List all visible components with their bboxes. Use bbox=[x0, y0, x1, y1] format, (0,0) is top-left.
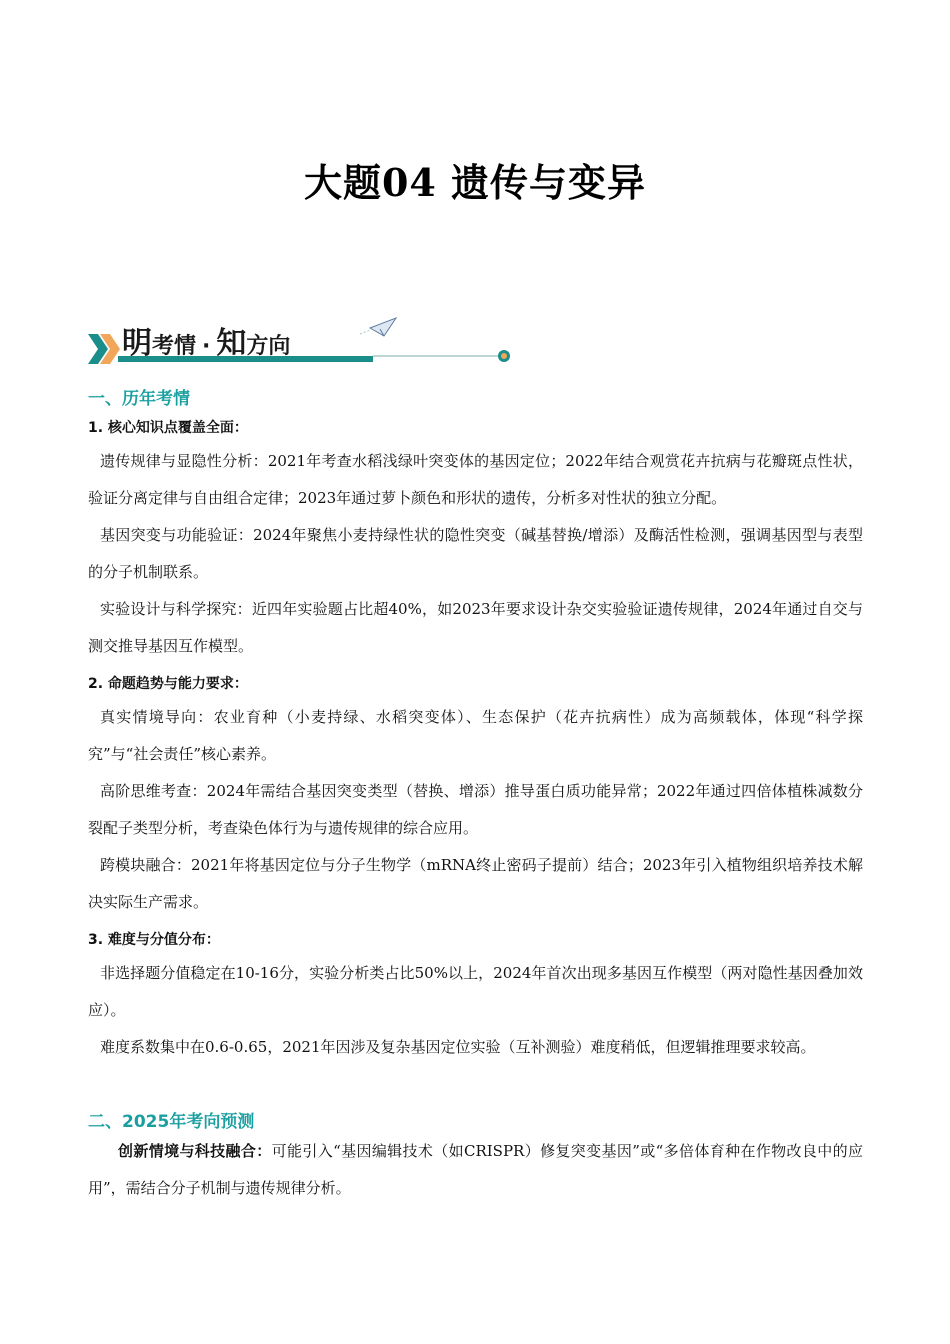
paragraph: 高阶思维考查：2024年需结合基因突变类型（替换、增添）推导蛋白质功能异常；2022年通过四倍体植株减数分裂配子类型分析，考查染色体行为与遗传规律的综合应用。 bbox=[88, 782, 863, 837]
prediction-paragraph bbox=[88, 1133, 863, 1207]
banner-char-2: 知 bbox=[216, 326, 247, 361]
paragraph: 跨模块融合：2021年将基因定位与分子生物学（mRNA终止密码子提前）结合；2023年引入植物组织培养技术解决实际生产需求。 bbox=[88, 856, 863, 911]
banner-dot: · bbox=[202, 334, 211, 359]
banner-label bbox=[122, 318, 290, 362]
prediction-lead: 创新情境与科技融合： bbox=[118, 1142, 272, 1160]
paragraph: 基因突变与功能验证：2024年聚焦小麦持绿性状的隐性突变（碱基替换/增添）及酶活性检测，强调基因型与表型的分子机制联系。 bbox=[88, 526, 863, 581]
paragraph: 实验设计与科学探究：近四年实验题占比超40%，如2023年要求设计杂交实验验证遗传规律，2024年通过自交与测交推导基因互作模型。 bbox=[88, 600, 863, 655]
banner-text-1: 考情 bbox=[152, 334, 197, 359]
subheading-trends: 2. 命题趋势与能力要求： bbox=[88, 676, 248, 692]
section-heading-history: 一、历年考情 bbox=[88, 389, 190, 409]
banner-text-2: 方向 bbox=[246, 334, 291, 359]
subheading-knowledge: 1. 核心知识点覆盖全面： bbox=[88, 420, 248, 436]
prediction-text: 可能引入“基因编辑技术（如CRISPR）修复突变基因”或“多倍体育种在作物改良中的应用”，需结合分子机制与遗传规律分析。 bbox=[88, 1142, 863, 1197]
paragraph: 真实情境导向：农业育种（小麦持绿、水稻突变体）、生态保护（花卉抗病性）成为高频载体，体现“科学探究”与“社会责任”核心素养。 bbox=[88, 708, 863, 763]
section-heading-prediction: 二、2025年考向预测 bbox=[88, 1112, 255, 1132]
paragraph: 难度系数集中在0.6-0.65，2021年因涉及复杂基因定位实验（互补测验）难度稍低，但逻辑推理要求较高。 bbox=[100, 1038, 816, 1056]
paper-plane-icon bbox=[360, 318, 396, 336]
paragraph: 遗传规律与显隐性分析：2021年考查水稻浅绿叶突变体的基因定位；2022年结合观赏花卉抗病与花瓣斑点性状，验证分离定律与自由组合定律；2023年通过萝卜颜色和形状的遗传，分析多对性状的独立分配。 bbox=[88, 452, 863, 507]
paragraph: 非选择题分值稳定在10-16分，实验分析类占比50%以上，2024年首次出现多基因互作模型（两对隐性基因叠加效应）。 bbox=[88, 964, 863, 1019]
subheading-difficulty: 3. 难度与分值分布： bbox=[88, 932, 220, 948]
banner-char-1: 明 bbox=[122, 326, 152, 361]
page-title: 大题04 遗传与变异 bbox=[303, 160, 647, 205]
